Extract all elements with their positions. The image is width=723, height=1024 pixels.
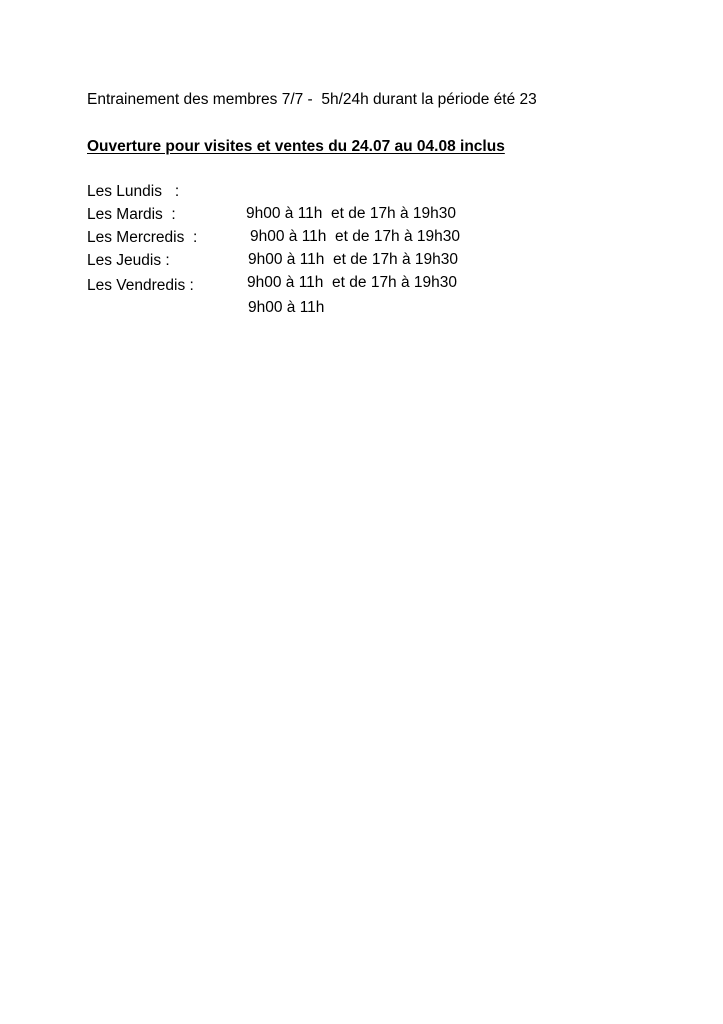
schedule-hours: 9h00 à 11h et de 17h à 19h30	[247, 274, 458, 291]
schedule-day: Les Vendredis :	[87, 277, 194, 294]
intro-text: Entrainement des membres 7/7 - 5h/24h durant la période été 23	[87, 91, 537, 108]
schedule-day: Les Lundis :	[87, 183, 180, 200]
schedule-hours: 9h00 à 11h	[248, 299, 325, 316]
schedule-hours: 9h00 à 11h et de 17h à 19h30	[246, 205, 457, 222]
schedule-hours: 9h00 à 11h et de 17h à 19h30	[250, 228, 461, 245]
schedule-hours: 9h00 à 11h et de 17h à 19h30	[248, 251, 459, 268]
opening-heading: Ouverture pour visites et ventes du 24.07 au 04.08 inclus	[87, 138, 505, 155]
schedule-day: Les Mercredis :	[87, 229, 198, 246]
schedule-day: Les Mardis :	[87, 206, 176, 223]
schedule-day: Les Jeudis :	[87, 252, 170, 269]
